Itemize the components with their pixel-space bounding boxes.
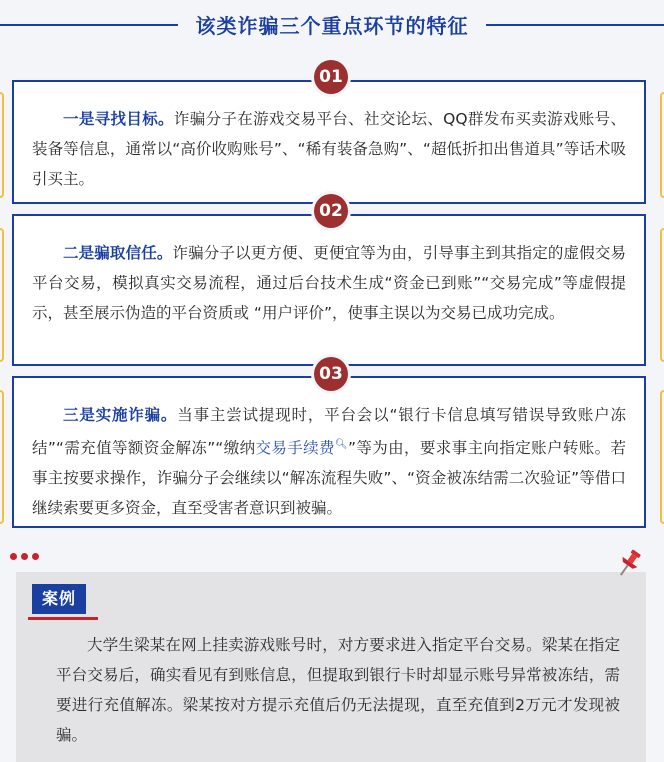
decor-bracket-right (660, 92, 664, 198)
feature-card-text (32, 400, 626, 523)
decor-bracket-left (0, 92, 4, 198)
number-badge-02: 02 (314, 194, 348, 228)
feature-card-3 (12, 376, 646, 528)
feature-body-cont: ”等为由，要求事主向指定账户转账。若事主按要求操作，诈骗分子会继续以“解冻流程失败”、“资金被冻结需二次验证”等借口继续索要更多资金，直至受害者意识到被骗。 (32, 439, 626, 518)
feature-body: 当事主尝试提现时，平台会以“银行卡信息填写错误导致账户冻结”“需充值等额资金解冻”“缴纳 (32, 406, 626, 458)
feature-body: 诈骗分子以更方便、更便宜等为由，引导事主到其指定的虚假交易平台交易，模拟真实交易流程，通过后台技术生成“资金已到账”“交易完成”等虚假提示，甚至展示伪造的平台资质或 “用户评价”，使事主误以为交易已成功完成。 (32, 244, 626, 322)
decor-bracket-right (660, 228, 664, 362)
feature-card-text (32, 238, 626, 328)
feature-card-text (32, 104, 626, 194)
pushpin-icon (616, 548, 644, 580)
decor-bracket-right (660, 390, 664, 524)
decor-dot (32, 553, 39, 560)
decor-bracket-left (0, 228, 4, 362)
feature-body: 诈骗分子在游戏交易平台、社交论坛、QQ群发布买卖游戏账号、装备等信息，通常以“高价收购账号”、“稀有装备急购”、“超低折扣出售道具”等话术吸引买主。 (32, 110, 626, 188)
section-header (0, 0, 664, 52)
case-tag-underline (28, 617, 98, 620)
feature-lead: 二是骗取信任。 (63, 244, 173, 262)
feature-lead: 三是实施诈骗。 (63, 406, 178, 424)
case-card (16, 572, 646, 762)
decor-bracket-left (0, 390, 4, 524)
feature-card-1 (12, 80, 646, 204)
number-badge-03: 03 (314, 357, 348, 391)
number-badge-01: 01 (314, 60, 348, 94)
page-title: 该类诈骗三个重点环节的特征 (195, 14, 469, 38)
case-tag: 案例 (32, 584, 86, 614)
decor-dots (10, 545, 43, 555)
decor-dot (10, 553, 17, 560)
feature-card-2 (12, 214, 646, 366)
header-rule-right (486, 24, 664, 26)
feature-lead: 一是寻找目标。 (63, 110, 174, 128)
decor-dot (21, 553, 28, 560)
case-text: 大学生梁某在网上挂卖游戏账号时，对方要求进入指定平台交易。梁某在指定平台交易后，确实看见有到账信息，但提取到银行卡时却显示账号异常被冻结，需要进行充值解冻。梁某按对方提示充值后仍无法提现，直至充值到2万元才发现被骗。 (56, 636, 620, 744)
keyword-search-link[interactable]: 交易手续费 (255, 439, 335, 458)
magnifier-icon[interactable]: 🔍︎ (334, 439, 348, 450)
header-rule-left (0, 24, 178, 26)
